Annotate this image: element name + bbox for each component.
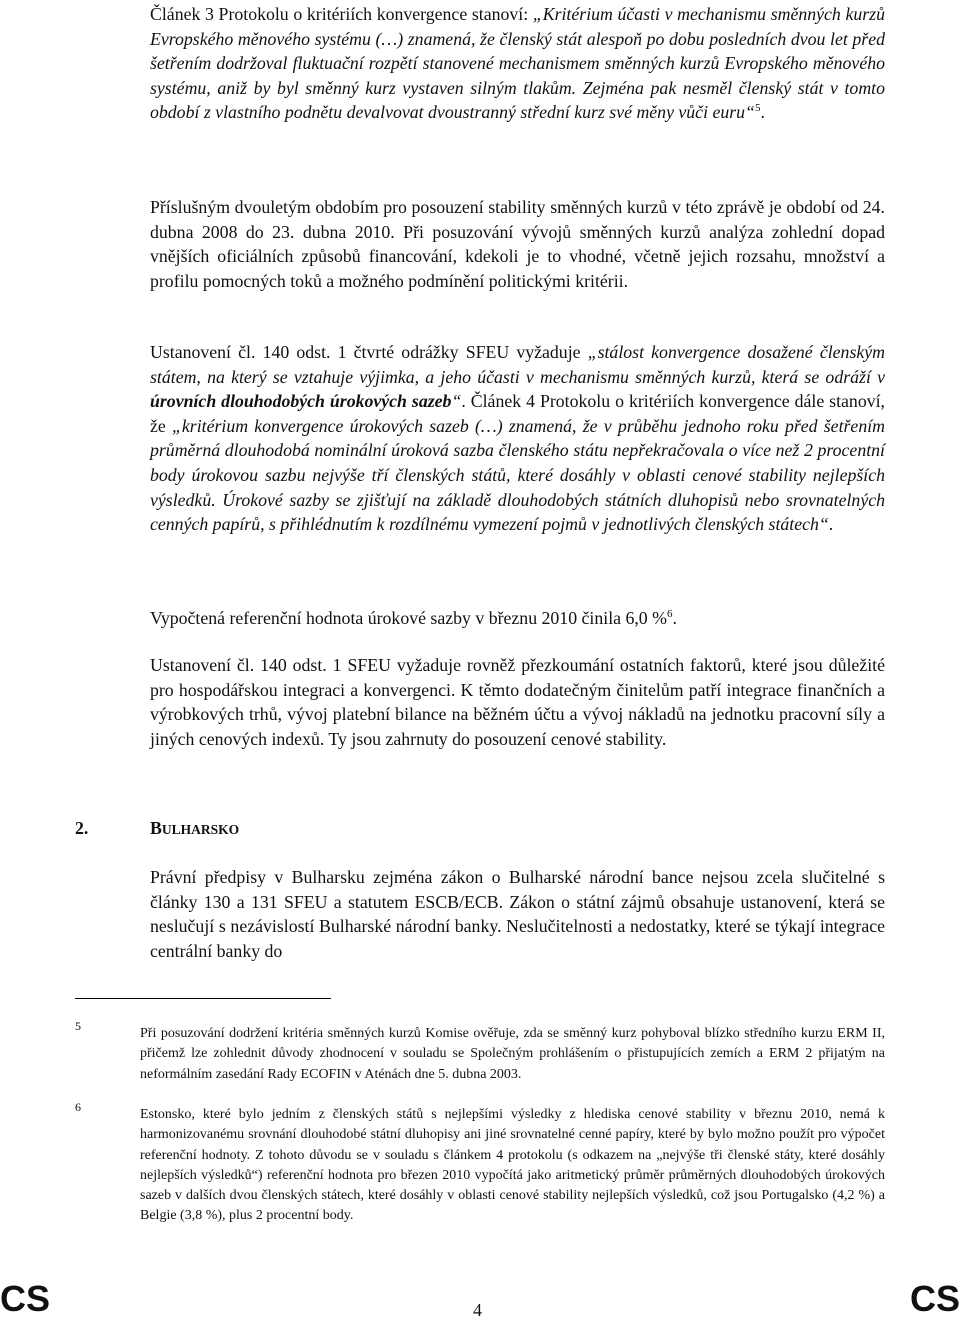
footnote-ref-6[interactable]: 6: [666, 608, 673, 621]
section-title: BULHARSKO: [150, 818, 240, 838]
footnote-text: Při posuzování dodržení kritéria směnných kurzů Komise ověřuje, zda se směnný kurz pohyboval blízko středního kurzu ERM II, přičemž lze zohlednit důvody zhodnocení v souladu se Společným prohlášením o přistupujících zemích a ERM 2 přijatým na neformálním zasedání Rady ECOFIN v Aténách dne 5. dubna 2003.: [140, 1026, 885, 1082]
page-number: 4: [473, 1300, 482, 1320]
paragraph-criteria-exchange: Článek 3 Protokolu o kritériích konvergence stanoví: „Kritérium účasti v mechanismu směnných kurzů Evropského měnového systému (…) znamená, že členský stát alespoň po dobu posledních dvou let před šetřením dodržoval fluktuační rozpětí stanovené mechanismem směnných kurzů Evropského měnového systému, aniž by byl směnný kurz vystaven silným tlakům. Zejména pak nesměl členský stát v tomto období z vlastního podnětu devalvovat dvoustranný střední kurz své měny vůči euru“$^5$.: [150, 4, 885, 123]
footnote-separator: [75, 998, 331, 999]
paragraph-other-factors: Ustanovení čl. 140 odst. 1 SFEU vyžaduje rovněž přezkoumání ostatních faktorů, které jsou důležité pro hospodářskou integraci a konvergenci. K těmto dodatečným činitelům patří integrace finančních a výrobkových trhů, vývoj platební bilance na běžném účtu a vývoj nákladů na jednotku pracovní síly a jiných cenových indexů. Ty jsou zahrnuty do posouzení cenové stability.: [150, 655, 885, 749]
paragraph-reference-value: Vypočtená referenční hodnota úrokové sazby v březnu 2010 činila 6,0 %$^6$.: [150, 608, 677, 628]
paragraph-reference-period: Příslušným dvouletým obdobím pro posouzení stability směnných kurzů v této zprávě je období od 24. dubna 2008 do 23. dubna 2010. Při posuzování vývojů směnných kurzů analýza zohlední dopad vnějších oficiálních způsobů financování, kdekoli je to vhodné, včetně jejich rozsahu, množství a profilu pomocných toků a možného podmínění politickými kritérii.: [150, 197, 885, 291]
footnote-text: Estonsko, které bylo jedním z členských států s nejlepšími výsledky z hlediska cenové stability v březnu 2010, nemá k harmonizovanému srovnání dlouhodobé státní dluhopisy ani jiné srovnatelné cenné papíry, které by bylo možno použít pro výpočet referenční hodnoty. Z tohoto důvodu se v souladu s článkem 4 protokolu (s odkazem na „nejvýše tři členské státy, které dosáhly nejlepších výsledků“) referenční hodnota pro březen 2010 vypočítá jako aritmetický průměr průměrných dlouhodobých úrokových sazeb v dalších dvou členských státech, které dosáhly v oblasti cenové stability nejlepších výsledků, což jsou Portugalsko (4,2 %) a Belgie (3,8 %), plus 2 procentní body.: [140, 1107, 885, 1224]
paragraph-interest-rates: Ustanovení čl. 140 odst. 1 čtvrté odrážky SFEU vyžaduje „stálost konvergence dosažené členským státem, na který se vztahuje výjimka, a jeho účasti v mechanismu směnných kurzů, která se odráží v úrovních dlouhodobých úrokových sazeb“. Článek 4 Protokolu o kritériích konvergence dále stanoví, že „kritérium konvergence úrokových sazeb (…) znamená, že v průběhu jednoho roku před šetřením průměrná dlouhodobá nominální úroková sazba členského státu nepřekračovala o více než 2 procentní body úrokovou sazbu nejvýše tří členských států, které dosáhly v oblasti cenové stability nejlepších výsledků. Úrokové sazby se zjišťují na základě dlouhodobých státních dluhopisů nebo srovnatelných cenných papírů, s přihlédnutím k rozdílnému vymezení pojmů v jednotlivých členských státech“.: [150, 342, 885, 535]
section-number: 2.: [75, 818, 89, 838]
footnote-number: 5: [75, 1019, 81, 1033]
footnote-ref-5[interactable]: 5: [754, 102, 761, 115]
language-code-right: CS: [909, 1278, 960, 1319]
footnote-number: 6: [75, 1100, 81, 1114]
language-code-left: CS: [0, 1278, 51, 1319]
paragraph-bulgaria: Právní předpisy v Bulharsku zejména zákon o Bulharské národní bance nejsou zcela slučitelné s články 130 a 131 SFEU a statutem ESCB/ECB. Zákon o státní zájmů obsahuje ustanovení, která se neslučují s nezávislostí Bulharské národní banky. Neslučitelnosti a nedostatky, které se týkají integrace centrální banky do: [150, 867, 885, 961]
